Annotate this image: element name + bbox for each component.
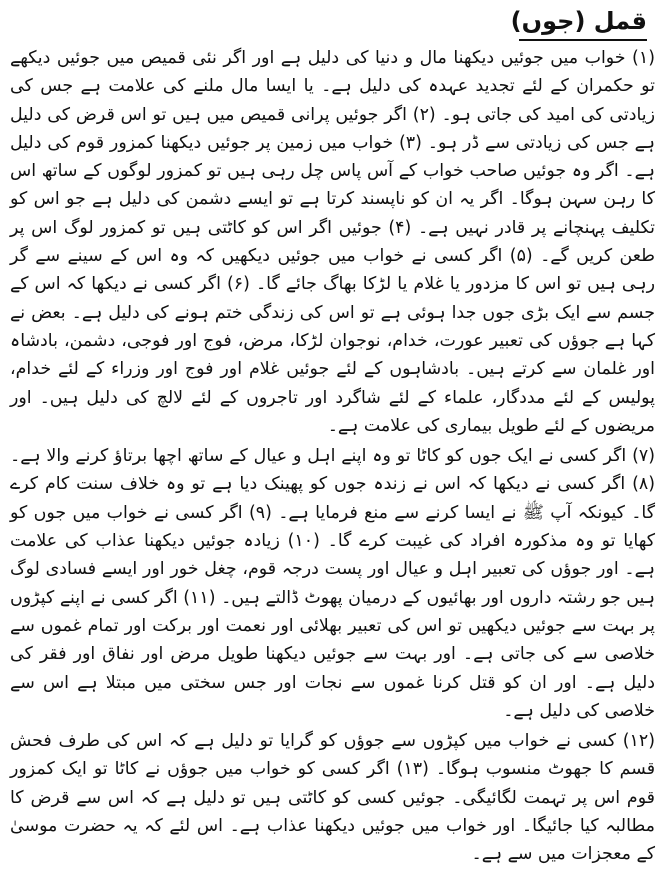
paragraph-1: (۱) خواب میں جوئیں دیکھنا مال و دنیا کی دلیل ہے اور اگر نئی قمیص میں جوئیں دیکھے تو حکمران کے لئے تجدید عہدہ کی دلیل ہے۔ یا ایسا مال ملنے کی علامت ہے جس کی زیادتی کی امید کی جاتی ہو۔ (۲) اگر جوئیں پرانی قمیص میں ہیں تو اس قرض کی دلیل ہے جس کی زیادتی سے ڈر ہو۔ (۳) خواب میں زمین پر جوئیں دیکھنا کمزور قوم کی دلیل ہے۔ اگر وہ جوئیں صاحب خواب کے آس پاس چل رہی ہیں تو کمزور لوگوں کے ساتھ اس کا رہن سہن ہوگا۔ اگر یہ ان کو ناپسند کرتا ہے تو ایسے دشمن کی دلیل ہے جو اس کو تکلیف پہنچانے پر قادر نہیں ہے۔ (۴) جوئیں اگر اس کو کاٹتی ہیں تو کمزور لوگ اس پر طعن کریں گے۔ (۵) اگر کسی نے خواب میں جوئیں دیکھیں کہ وہ اس کے سینے سے گر رہی ہیں تو اس کا مزدور یا غلام یا لڑکا بھاگ جائے گا۔ (۶) اگر کسی نے دیکھا کہ اس کے جسم سے ایک بڑی جوں جدا ہوئی ہے تو اس کی زندگی ختم ہونے کی دلیل ہے۔ بعض نے کہا ہے جوؤں کی تعبیر عورت، خدام، نوجوان لڑکا، مرض، فوج اور فوجی، دشمن، بادشاہ اور غلمان سے کرتے ہیں۔ بادشاہوں کے لئے جوئیں غلام اور فوج اور وزراء کے لئے خدام، پولیس کے لئے مددگار، علماء کے لئے شاگرد اور تاجروں کے لئے لالچ کی دلیل ہیں۔ اور مریضوں کے لئے طویل بیماری کی علامت ہے۔: [10, 48, 656, 436]
paragraph-2: (۷) اگر کسی نے ایک جوں کو کاٹا تو وہ اپنے اہل و عیال کے ساتھ اچھا برتاؤ کرنے والا ہے۔ (۸) اگر کسی نے دیکھا کہ اس نے زندہ جوں کو پھینک دیا ہے تو وہ خلاف سنت کام کرے گا۔ کیونکہ آپ ﷺ نے ایسا کرنے سے منع فرمایا ہے۔ (۹) اگر کسی نے خواب میں جوں کو کھایا تو وہ مذکورہ افراد کی غیبت کرے گا۔ (۱۰) زیادہ جوئیں دیکھنا عذاب کی علامت ہے۔ اور جوؤں کی تعبیر اہل و عیال اور پست درجہ قوم، چغل خور اور ایسے فسادی لوگ ہیں جو رشتہ داروں اور بھائیوں کے درمیان پھوٹ ڈالتے ہیں۔ (۱۱) اگر کسی نے اپنے کپڑوں پر بہت سے جوئیں دیکھیں تو اس کی تعبیر بھلائی اور نعمت اور برکت اور تمام غموں سے خلاصی سے کی جاتی ہے۔ اور بہت سے جوئیں دیکھنا طویل مرض اور نفاق اور فقر کی دلیل ہے۔ اور ان کو قتل کرنا غموں سے نجات اور جس سختی میں مبتلا ہے اس سے خلاصی کی دلیل ہے۔: [10, 446, 656, 721]
entry-heading: قمل (جوں): [510, 7, 647, 35]
heading-underline: [519, 39, 647, 41]
entry-body: [10, 44, 655, 869]
entry-heading-row: [10, 4, 655, 44]
paragraph-3: (۱۲) کسی نے خواب میں کپڑوں سے جوؤں کو گرایا تو دلیل ہے کہ اس کی طرف فحش قسم کا جھوٹ منسوب ہوگا۔ (۱۳) اگر کسی کو خواب میں جوؤں نے کاٹا تو ایک کمزور قوم اس پر تہمت لگائیگی۔ جوئیں کسی کو کاٹتی ہیں تو دلیل ہے کہ اس سے قرض کا مطالبہ کیا جائیگا۔ اور خواب میں جوئیں دیکھنا عذاب ہے۔ اس لئے کہ یہ حضرت موسیٰ کے معجزات میں سے ہے۔: [10, 731, 656, 865]
